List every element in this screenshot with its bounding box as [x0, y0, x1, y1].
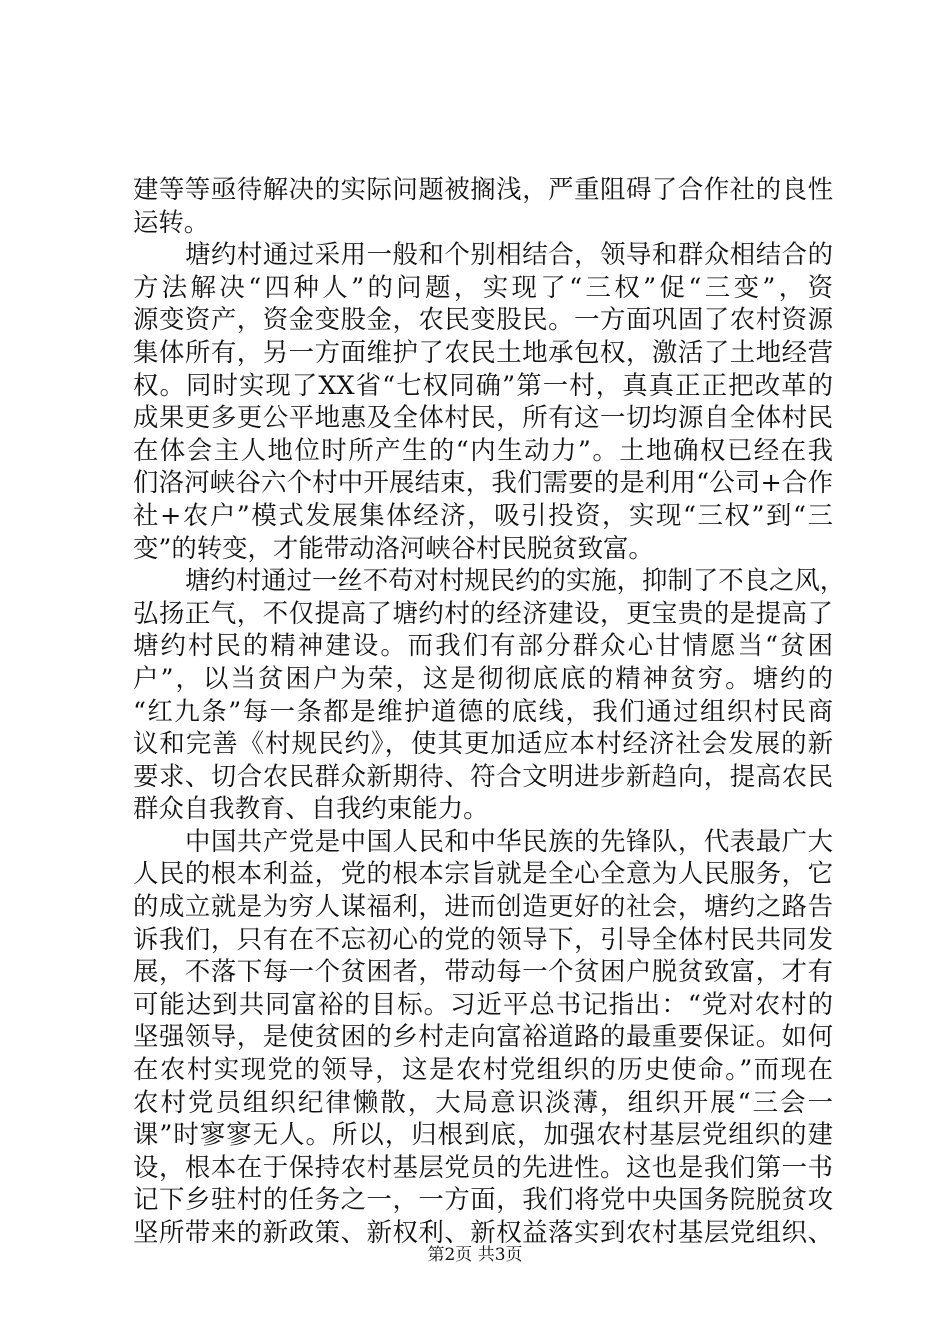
- text-line: 塘约村通过采用一般和个别相结合，领导和群众相结合的: [185, 239, 833, 270]
- text-line: 群众自我教育、自我约束能力。: [133, 793, 489, 824]
- text-line: 成果更多更公平地惠及全体村民，所有这一切均源自全体村民: [133, 402, 833, 433]
- text-line: 源变资产，资金变股金，农民变股民。一方面巩固了农村资源: [133, 304, 833, 335]
- paragraph: [133, 564, 846, 825]
- page-footer: 第2页 共3页: [427, 1245, 523, 1265]
- text-line: 诉我们，只有在不忘初心的党的领导下，引导全体村民共同发: [133, 923, 833, 954]
- text-line: 人民的根本利益，党的根本宗旨就是全心全意为人民服务，它: [133, 858, 833, 889]
- text-line: 农村党员组织纪律懒散，大局意识淡薄，组织开展“三会一: [133, 1086, 833, 1117]
- text-line: 变”的转变，才能带动洛河峡谷村民脱贫致富。: [133, 532, 654, 563]
- text-line: 中国共产党是中国人民和中华民族的先锋队，代表最广大: [185, 825, 833, 856]
- text-line: 方法解决“四种人”的问题，实现了“三权”促“三变”，资: [133, 271, 833, 302]
- text-line: 展，不落下每一个贫困者，带动每一个贫困户脱贫致富，才有: [133, 956, 833, 987]
- text-line: 坚所带来的新政策、新权利、新权益落实到农村基层党组织、: [133, 1217, 833, 1247]
- text-line: 弘扬正气，不仅提高了塘约村的经济建设，更宝贵的是提高了: [133, 597, 833, 628]
- text-line: “红九条”每一条都是维护道德的底线，我们通过组织村民商: [133, 695, 833, 726]
- text-line: 在农村实现党的领导，这是农村党组织的历史使命。”而现在: [133, 1054, 833, 1085]
- paragraph: [133, 173, 833, 238]
- text-line: 建等等亟待解决的实际问题被搁浅，严重阻碍了合作社的良性: [133, 174, 833, 204]
- text-line: 运转。: [133, 206, 210, 237]
- text-line: 议和完善《村规民约》，使其更加适应本村经济社会发展的新: [133, 728, 833, 759]
- text-line: 在体会主人地位时所产生的“内生动力”。土地确权已经在我: [133, 434, 833, 465]
- text-line: 要求、切合农民群众新期待、符合文明进步新趋向，提高农民: [133, 760, 833, 791]
- text-line: 权。同时实现了XX省“七权同确”第一村，真真正正把改革的: [133, 369, 833, 400]
- paragraph: [133, 238, 833, 564]
- text-line: 坚强领导，是使贫困的乡村走向富裕道路的最重要保证。如何: [133, 1021, 833, 1052]
- text-line: 塘约村民的精神建设。而我们有部分群众心甘情愿当“贫困: [133, 630, 833, 661]
- text-line: 设，根本在于保持农村基层党员的先进性。这也是我们第一书: [133, 1151, 833, 1182]
- text-line: 的成立就是为穷人谋福利，进而创造更好的社会，塘约之路告: [133, 891, 833, 922]
- document-body: [133, 173, 846, 1249]
- paragraph: [133, 825, 833, 1249]
- text-line: 社+农户”模式发展集体经济，吸引投资，实现“三权”到“三: [133, 499, 833, 530]
- text-line: 记下乡驻村的任务之一，一方面，我们将党中央国务院脱贫攻: [133, 1184, 833, 1215]
- text-line: 课”时寥寥无人。所以，归根到底，加强农村基层党组织的建: [133, 1119, 833, 1150]
- text-line: 可能达到共同富裕的目标。习近平总书记指出：“党对农村的: [133, 988, 833, 1019]
- text-line: 集体所有，另一方面维护了农民土地承包权，激活了土地经营: [133, 336, 833, 367]
- text-line: 户”，以当贫困户为荣，这是彻彻底底的精神贫穷。塘约的: [133, 662, 833, 693]
- text-line: 塘约村通过一丝不苟对村规民约的实施，抑制了不良之风，: [185, 565, 846, 596]
- text-line: 们洛河峡谷六个村中开展结束，我们需要的是利用“公司+合作: [133, 467, 833, 498]
